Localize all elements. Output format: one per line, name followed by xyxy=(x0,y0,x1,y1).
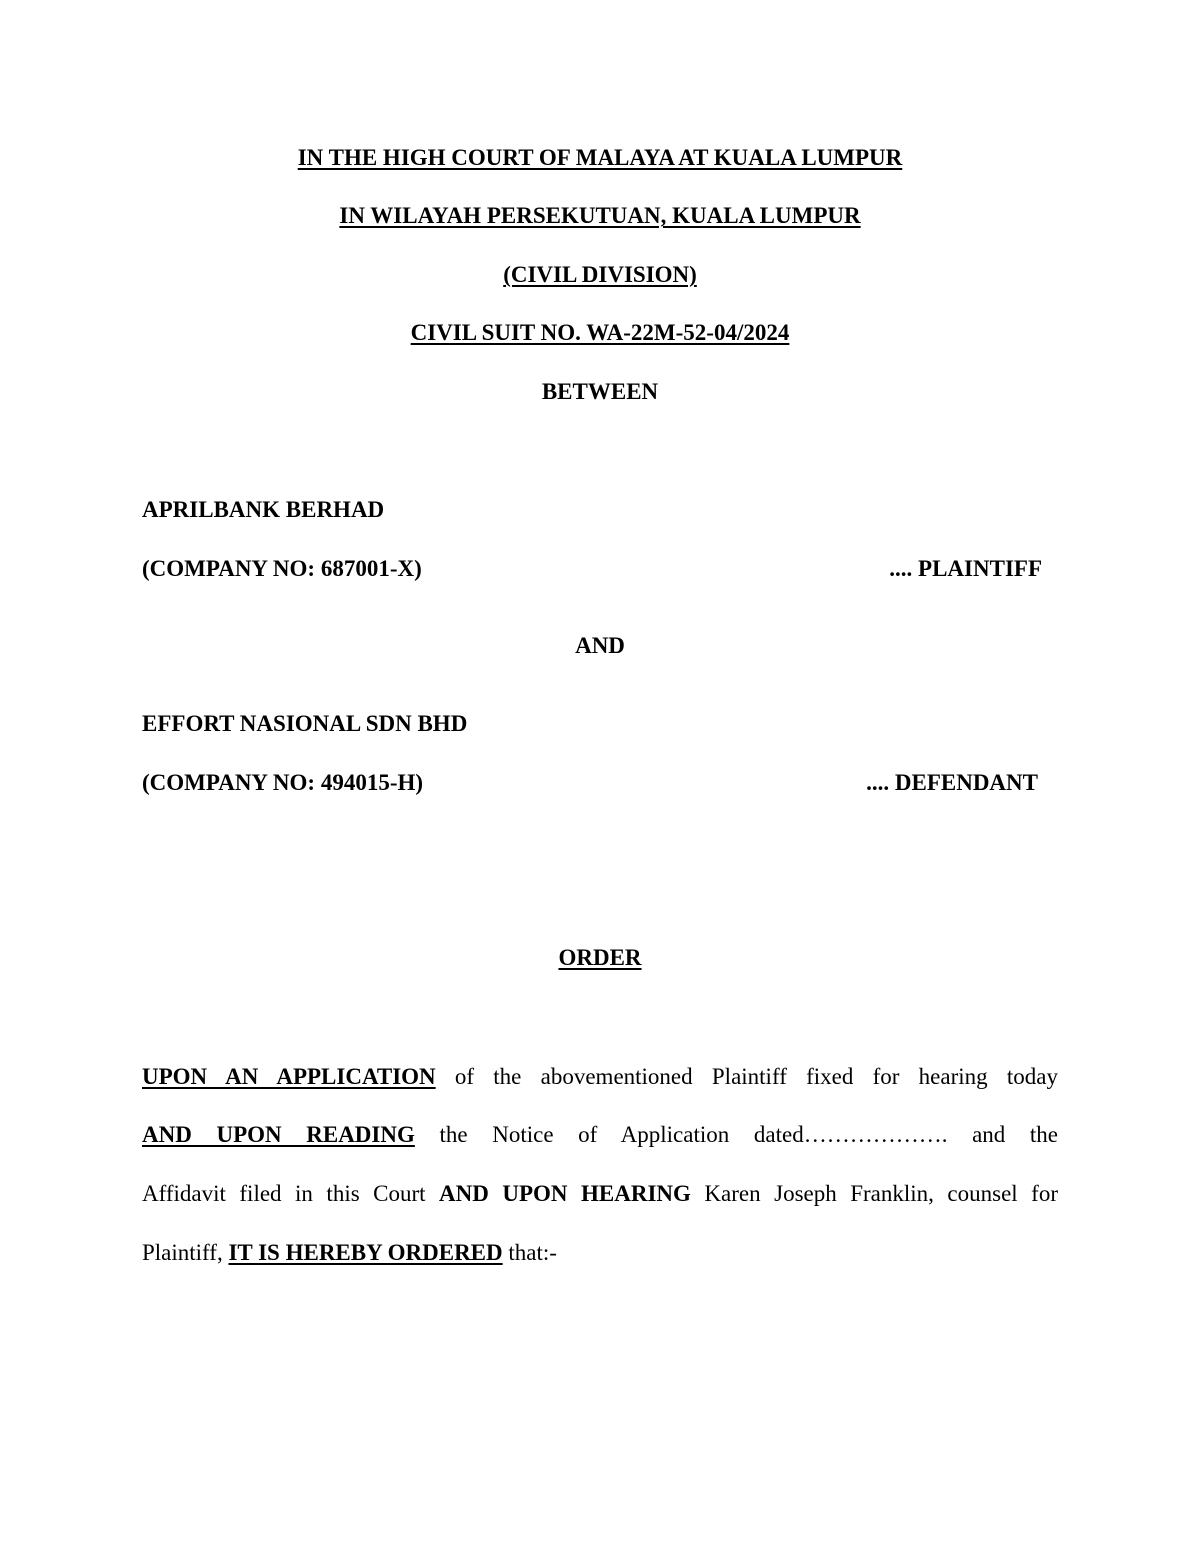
plaintiff-role: .... PLAINTIFF xyxy=(889,556,1042,581)
between-label: BETWEEN xyxy=(541,379,659,404)
defendant-name: EFFORT NASIONAL SDN BHD xyxy=(142,711,468,736)
upon-hearing-phrase: AND UPON HEARING xyxy=(439,1181,691,1206)
division-heading: (CIVIL DIVISION) xyxy=(503,262,697,287)
plaintiff-company-no: (COMPANY NO: 687001-X) xyxy=(142,556,422,581)
body-text: Affidavit filed in this Court xyxy=(142,1181,440,1206)
defendant-company-no: (COMPANY NO: 494015-H) xyxy=(142,770,424,795)
body-text: Karen Joseph Franklin, counsel for xyxy=(690,1181,1058,1206)
hereby-ordered-phrase: IT IS HEREBY ORDERED xyxy=(228,1240,503,1265)
court-heading: IN THE HIGH COURT OF MALAYA AT KUALA LUMPUR xyxy=(297,145,903,170)
body-text: Plaintiff, xyxy=(142,1240,229,1265)
defendant-role: .... DEFENDANT xyxy=(866,770,1038,795)
order-paragraph-line-4 xyxy=(142,1239,1058,1267)
suit-number: CIVIL SUIT NO. WA-22M-52-04/2024 xyxy=(410,320,790,345)
territory-heading: IN WILAYAH PERSEKUTUAN, KUALA LUMPUR xyxy=(339,203,861,228)
plaintiff-name: APRILBANK BERHAD xyxy=(142,497,385,522)
body-text: the Notice of Application dated………………. and the xyxy=(414,1122,1058,1147)
and-label: AND xyxy=(575,633,625,658)
body-text: that:- xyxy=(502,1240,557,1265)
order-paragraph-line-1 xyxy=(142,1063,1058,1091)
upon-reading-phrase: AND UPON READING xyxy=(142,1122,415,1147)
order-paragraph-line-2 xyxy=(142,1121,1058,1149)
order-title: ORDER xyxy=(558,945,642,970)
upon-application-phrase: UPON AN APPLICATION xyxy=(142,1064,436,1089)
body-text: of the abovementioned Plaintiff fixed for hearing today xyxy=(435,1064,1058,1089)
order-paragraph-line-3 xyxy=(142,1180,1058,1208)
